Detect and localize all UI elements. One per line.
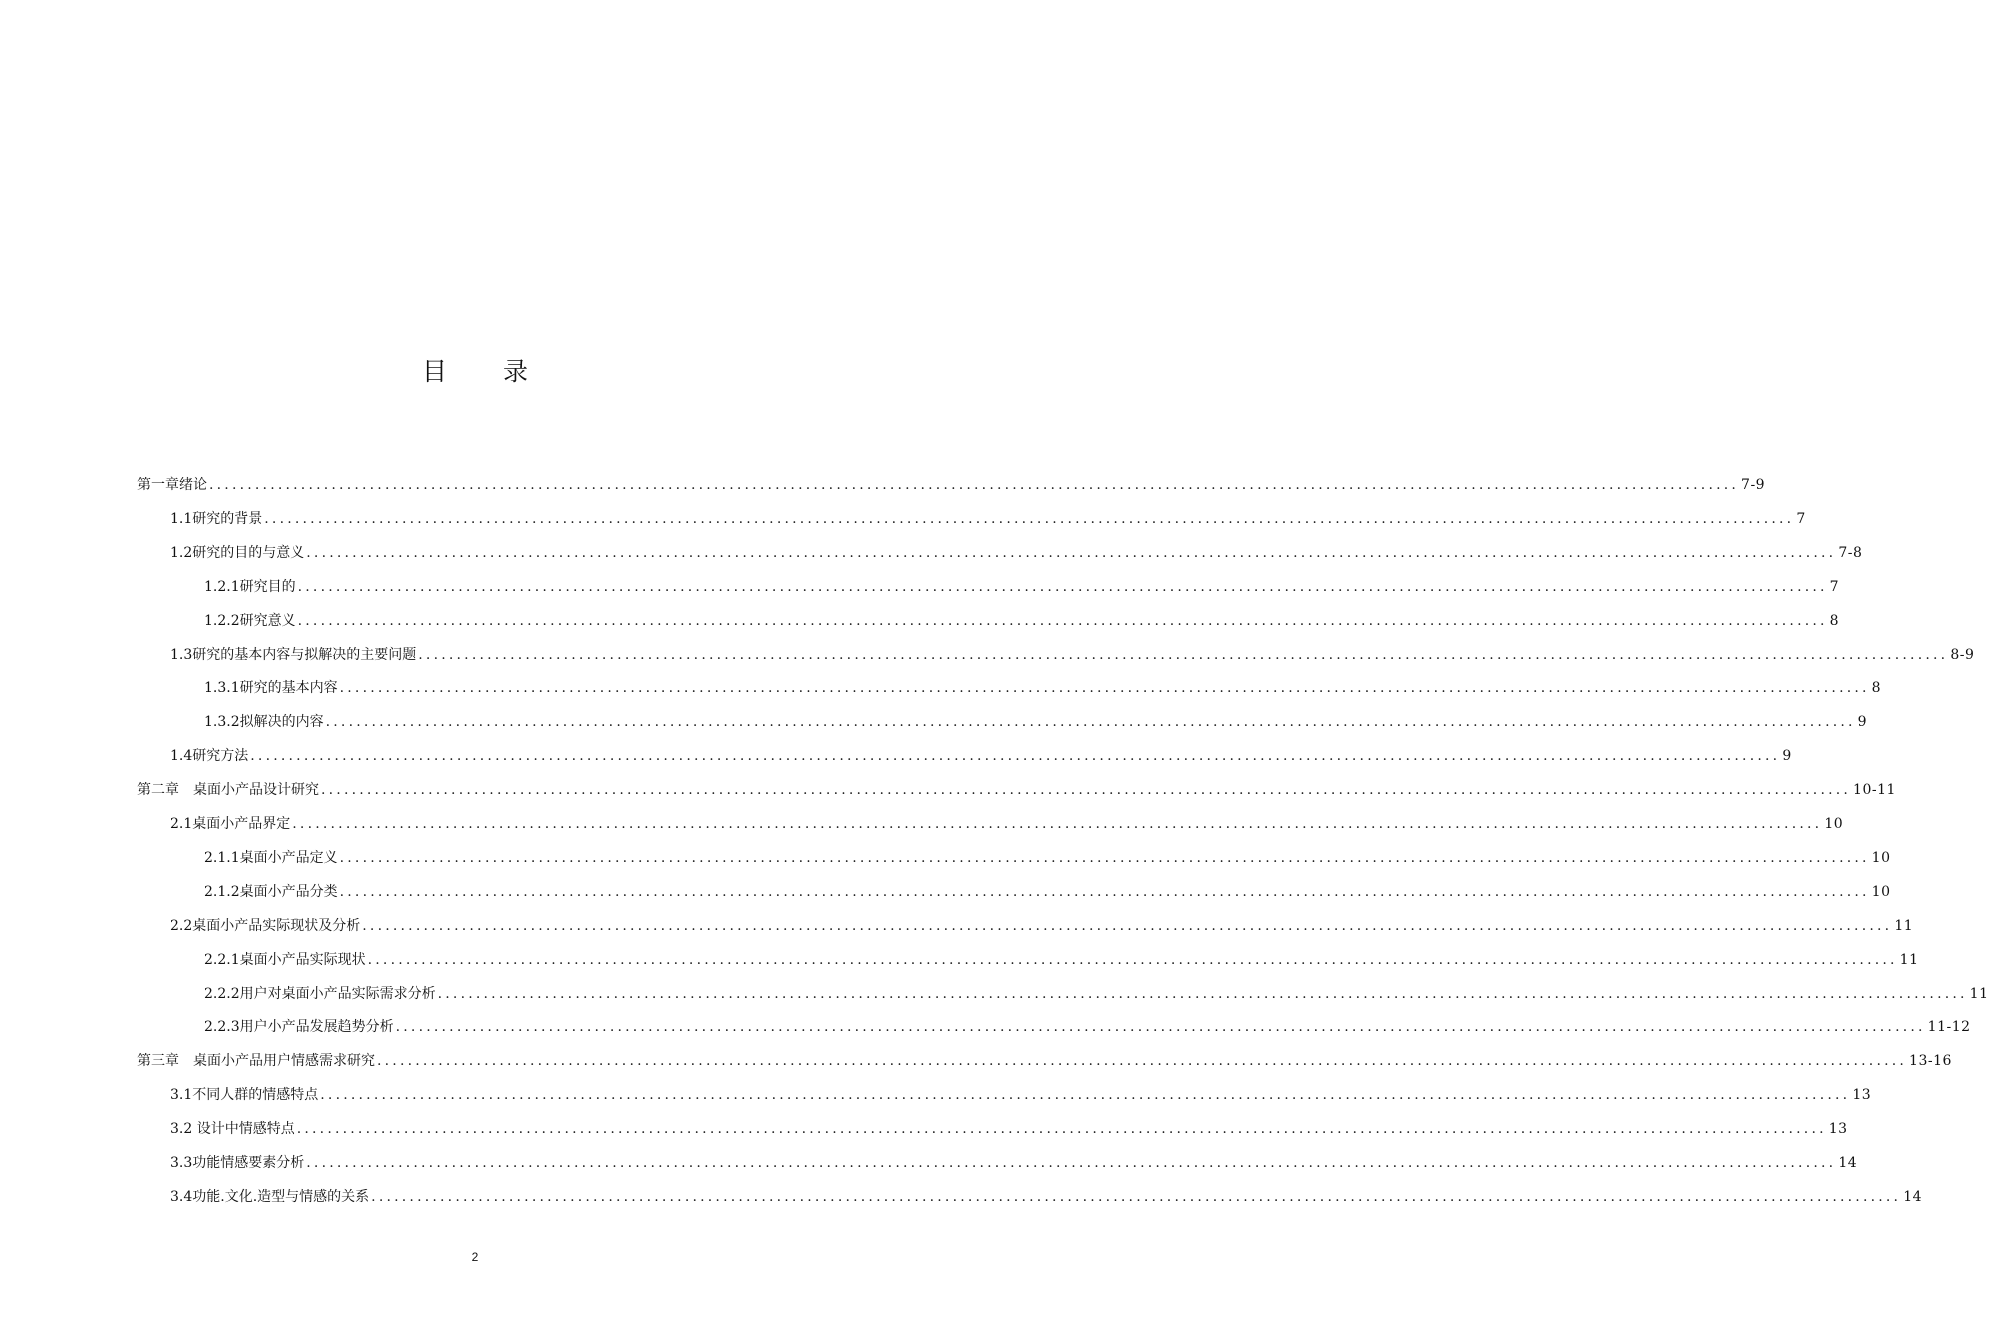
toc-leader-dots: ........................................................................................................................................................................................................ <box>250 748 1781 765</box>
toc-entry-label: 第三章 桌面小产品用户情感需求研究 <box>137 1053 375 1070</box>
toc-entry-page: 9 <box>1857 714 1868 731</box>
toc-entry[interactable] <box>170 807 1844 841</box>
toc-entry[interactable] <box>170 1078 1872 1112</box>
toc-leader-dots: ........................................................................................................................................................................................................ <box>418 646 1949 663</box>
toc-entry-page: 10 <box>1824 816 1844 832</box>
toc-entry-label: 1.3.1研究的基本内容 <box>204 680 338 697</box>
toc-entry[interactable] <box>137 1044 1952 1078</box>
toc-entry-label: 1.2.2研究意义 <box>204 612 296 629</box>
toc-leader-dots: ........................................................................................................................................................................................................ <box>306 1155 1837 1171</box>
toc-entry-page: 10 <box>1871 883 1891 900</box>
toc-entry[interactable] <box>204 604 1840 638</box>
toc-entry-page: 11 <box>1969 985 1989 1002</box>
toc-entry[interactable] <box>204 943 1919 977</box>
toc-entry[interactable] <box>204 841 1891 875</box>
toc-entry[interactable] <box>170 1146 1858 1180</box>
toc-entry-label: 2.2.3用户小产品发展趋势分析 <box>204 1019 394 1036</box>
toc-leader-dots: ........................................................................................................................................................................................................ <box>339 680 1870 697</box>
toc-leader-dots: ........................................................................................................................................................................................................ <box>306 544 1837 561</box>
toc-entry-label: 1.4研究方法 <box>170 748 249 765</box>
toc-leader-dots: ........................................................................................................................................................................................................ <box>321 782 1852 799</box>
toc-entry-label: 2.2桌面小产品实际现状及分析 <box>170 917 361 934</box>
toc-entry-label: 2.2.1桌面小产品实际现状 <box>204 951 366 968</box>
toc-entry[interactable] <box>170 536 1863 570</box>
toc-entry-page: 13-16 <box>1909 1053 1952 1070</box>
toc-entry[interactable] <box>170 1180 1923 1214</box>
toc-entry-page: 8-9 <box>1950 646 1975 663</box>
toc-entry[interactable] <box>204 1010 1971 1044</box>
page-number: 2 <box>471 1250 479 1264</box>
toc-leader-dots: ........................................................................................................................................................................................................ <box>297 612 1828 629</box>
toc-entry[interactable] <box>170 502 1806 536</box>
table-of-contents <box>0 468 1989 1228</box>
toc-entry-page: 13 <box>1852 1087 1872 1104</box>
toc-entry[interactable] <box>170 739 1792 773</box>
toc-entry-page: 7 <box>1829 578 1840 595</box>
toc-entry[interactable] <box>204 705 1868 739</box>
toc-entry-page: 11 <box>1899 951 1919 968</box>
toc-leader-dots: ........................................................................................................................................................................................................ <box>362 917 1893 934</box>
page-title: 目 录 <box>422 357 552 386</box>
toc-entry[interactable] <box>137 468 1766 502</box>
toc-entry-page: 7 <box>1796 510 1806 527</box>
toc-entry-label: 3.2 设计中情感特点 <box>170 1121 295 1138</box>
toc-entry-label: 2.2.2用户对桌面小产品实际需求分析 <box>204 985 436 1002</box>
toc-entry[interactable] <box>137 773 1896 807</box>
toc-entry-label: 1.2研究的目的与意义 <box>170 544 305 561</box>
toc-leader-dots: ........................................................................................................................................................................................................ <box>209 477 1740 493</box>
toc-entry-page: 11 <box>1894 917 1914 934</box>
toc-entry[interactable] <box>204 570 1840 604</box>
toc-entry-page: 7-8 <box>1838 544 1863 561</box>
toc-entry[interactable] <box>170 909 1914 943</box>
toc-leader-dots: ........................................................................................................................................................................................................ <box>297 578 1828 595</box>
toc-entry-label: 1.3研究的基本内容与拟解决的主要问题 <box>170 646 417 663</box>
toc-entry-label: 1.3.2拟解决的内容 <box>204 714 324 731</box>
toc-entry-label: 2.1桌面小产品界定 <box>170 816 291 832</box>
toc-entry-page: 8 <box>1871 680 1882 697</box>
toc-entry[interactable] <box>170 1112 1848 1146</box>
toc-entry-label: 1.2.1研究目的 <box>204 578 296 595</box>
toc-entry-page: 10-11 <box>1853 782 1896 799</box>
toc-entry-label: 第二章 桌面小产品设计研究 <box>137 782 319 799</box>
toc-entry-page: 9 <box>1782 748 1792 765</box>
toc-entry-page: 11-12 <box>1927 1019 1971 1036</box>
toc-leader-dots: ........................................................................................................................................................................................................ <box>367 951 1898 968</box>
toc-entry-page: 14 <box>1903 1188 1923 1205</box>
toc-leader-dots: ........................................................................................................................................................................................................ <box>264 510 1795 527</box>
toc-entry-label: 3.4功能.文化.造型与情感的关系 <box>170 1188 370 1205</box>
toc-entry[interactable] <box>204 875 1891 909</box>
toc-leader-dots: ........................................................................................................................................................................................................ <box>339 849 1870 866</box>
toc-leader-dots: ........................................................................................................................................................................................................ <box>325 714 1856 731</box>
toc-leader-dots: ........................................................................................................................................................................................................ <box>339 883 1870 900</box>
toc-entry-page: 8 <box>1829 612 1840 629</box>
toc-leader-dots: ........................................................................................................................................................................................................ <box>437 985 1968 1002</box>
toc-entry-page: 14 <box>1838 1155 1858 1171</box>
toc-entry-page: 7-9 <box>1741 477 1766 493</box>
toc-leader-dots: ........................................................................................................................................................................................................ <box>395 1019 1926 1036</box>
toc-entry-label: 1.1研究的背景 <box>170 510 263 527</box>
toc-entry-label: 2.1.2桌面小产品分类 <box>204 883 338 900</box>
toc-entry-label: 3.3功能情感要素分析 <box>170 1155 305 1171</box>
toc-entry-page: 13 <box>1828 1121 1848 1138</box>
toc-entry[interactable] <box>170 638 1975 672</box>
toc-entry[interactable] <box>204 977 1989 1011</box>
toc-entry-page: 10 <box>1871 849 1891 866</box>
toc-entry-label: 2.1.1桌面小产品定义 <box>204 849 338 866</box>
toc-entry[interactable] <box>204 671 1882 705</box>
toc-entry-label: 第一章绪论 <box>137 477 207 493</box>
toc-leader-dots: ........................................................................................................................................................................................................ <box>320 1087 1851 1104</box>
toc-leader-dots: ........................................................................................................................................................................................................ <box>292 816 1823 832</box>
toc-entry-label: 3.1不同人群的情感特点 <box>170 1087 319 1104</box>
toc-leader-dots: ........................................................................................................................................................................................................ <box>296 1121 1827 1138</box>
toc-leader-dots: ........................................................................................................................................................................................................ <box>371 1188 1902 1205</box>
toc-leader-dots: ........................................................................................................................................................................................................ <box>377 1053 1908 1070</box>
